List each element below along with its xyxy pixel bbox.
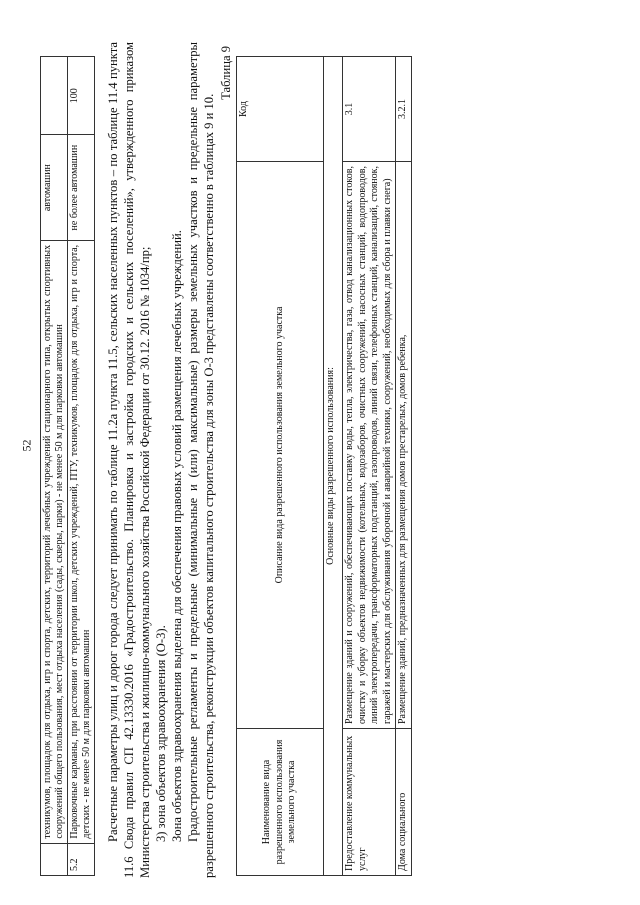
- paragraph: 3) зона объектов здравоохранения (О-3).: [154, 625, 168, 842]
- row-number: [41, 843, 68, 875]
- permitted-use-table: [236, 56, 412, 876]
- section-row: [324, 57, 343, 876]
- header-description: Описание вида разрешенного использования земельного участка: [237, 162, 324, 729]
- row-norm: не более автомашин: [68, 135, 95, 241]
- table-header-row: [237, 57, 324, 876]
- parking-norms-table: [40, 56, 95, 876]
- paragraph: Зона объектов здравоохранения выделена для обеспечения правовых условий размещения лечебных учреждений.: [170, 230, 184, 842]
- row-value: [41, 57, 68, 135]
- row-value: 100: [68, 57, 95, 135]
- table-row: [343, 57, 396, 876]
- use-description: Размещение зданий, предназначенных для размещения домов престарелых, домов ребенка,: [396, 162, 412, 729]
- table-row: [68, 57, 95, 876]
- paragraph: Расчетные параметры улиц и дорог города следует принимать по таблице 11.2а пункта 11.5, сельских населенных пунктов – по таблице 11.4 пункта 11.6 Свода правил СП 42.13330.2016 «Градостроительство. Планировка и застройка городских и сельских поселений», утвержденного приказом Министерства строительства и жилищно-коммунального хозяйства Российской Федерации от 30.12. 2016 № 1034/пр;: [106, 42, 152, 878]
- use-name: Предоставление коммунальных услуг: [343, 729, 396, 876]
- header-code: Код: [237, 57, 324, 162]
- section-title: Основные виды разрешенного использования:: [324, 57, 343, 876]
- row-description: техникумов, площадок для отдыха, игр и спорта, детских, территорий лечебных учреждений стационарного типа, открытых спортивных сооружений общего пользования, мест отдыха населения (сады, скверы, парки) - не менее 50 м для парковки автомашин: [41, 240, 68, 843]
- rotated-page-content: [40, 40, 620, 880]
- use-description: Размещение зданий и сооружений, обеспечивающих поставку воды, тепла, электричества, газа, отвод канализационных стоков, очистку и уборку объектов недвижимости (котельных, водозаборов, очистных сооружений, насосных станций, водопроводов, линий электропередачи, трансформаторных подстанций, газопроводов, линий связи, телефонных станций, канализаций, стоянок, гаражей и мастерских для обслуживания уборочной и аварийной техники, сооружений, необходимых для сбора и плавки снега): [343, 162, 396, 729]
- row-number: 5.2: [68, 843, 95, 875]
- use-name: Дома социального: [396, 729, 412, 876]
- page-number: 52: [19, 439, 34, 452]
- table-caption: Таблица 9: [219, 46, 233, 100]
- table-row: [41, 57, 68, 876]
- table-row: [396, 57, 412, 876]
- row-description: Парковочные карманы, при расстоянии от территории школ, детских учреждений, ПТУ, техникумов, площадок для отдыха, игр и спорта, детских - не менее 50 м для парковки автомашин: [68, 240, 95, 843]
- use-code: 3.1: [343, 57, 396, 162]
- header-name: Наименование вида разрешенного использования земельного участка: [237, 729, 324, 876]
- paragraph: Градостроительные регламенты и предельные (минимальные и (или) максимальные) размеры земельных участков и предельные параметры разрешенного строительства, реконструкции объектов капитального строительства для зоны О-3 представлены соответственно в таблицах 9 и 10.: [186, 42, 216, 878]
- body-text: [105, 42, 217, 878]
- row-norm: автомашин: [41, 135, 68, 241]
- use-code: 3.2.1: [396, 57, 412, 162]
